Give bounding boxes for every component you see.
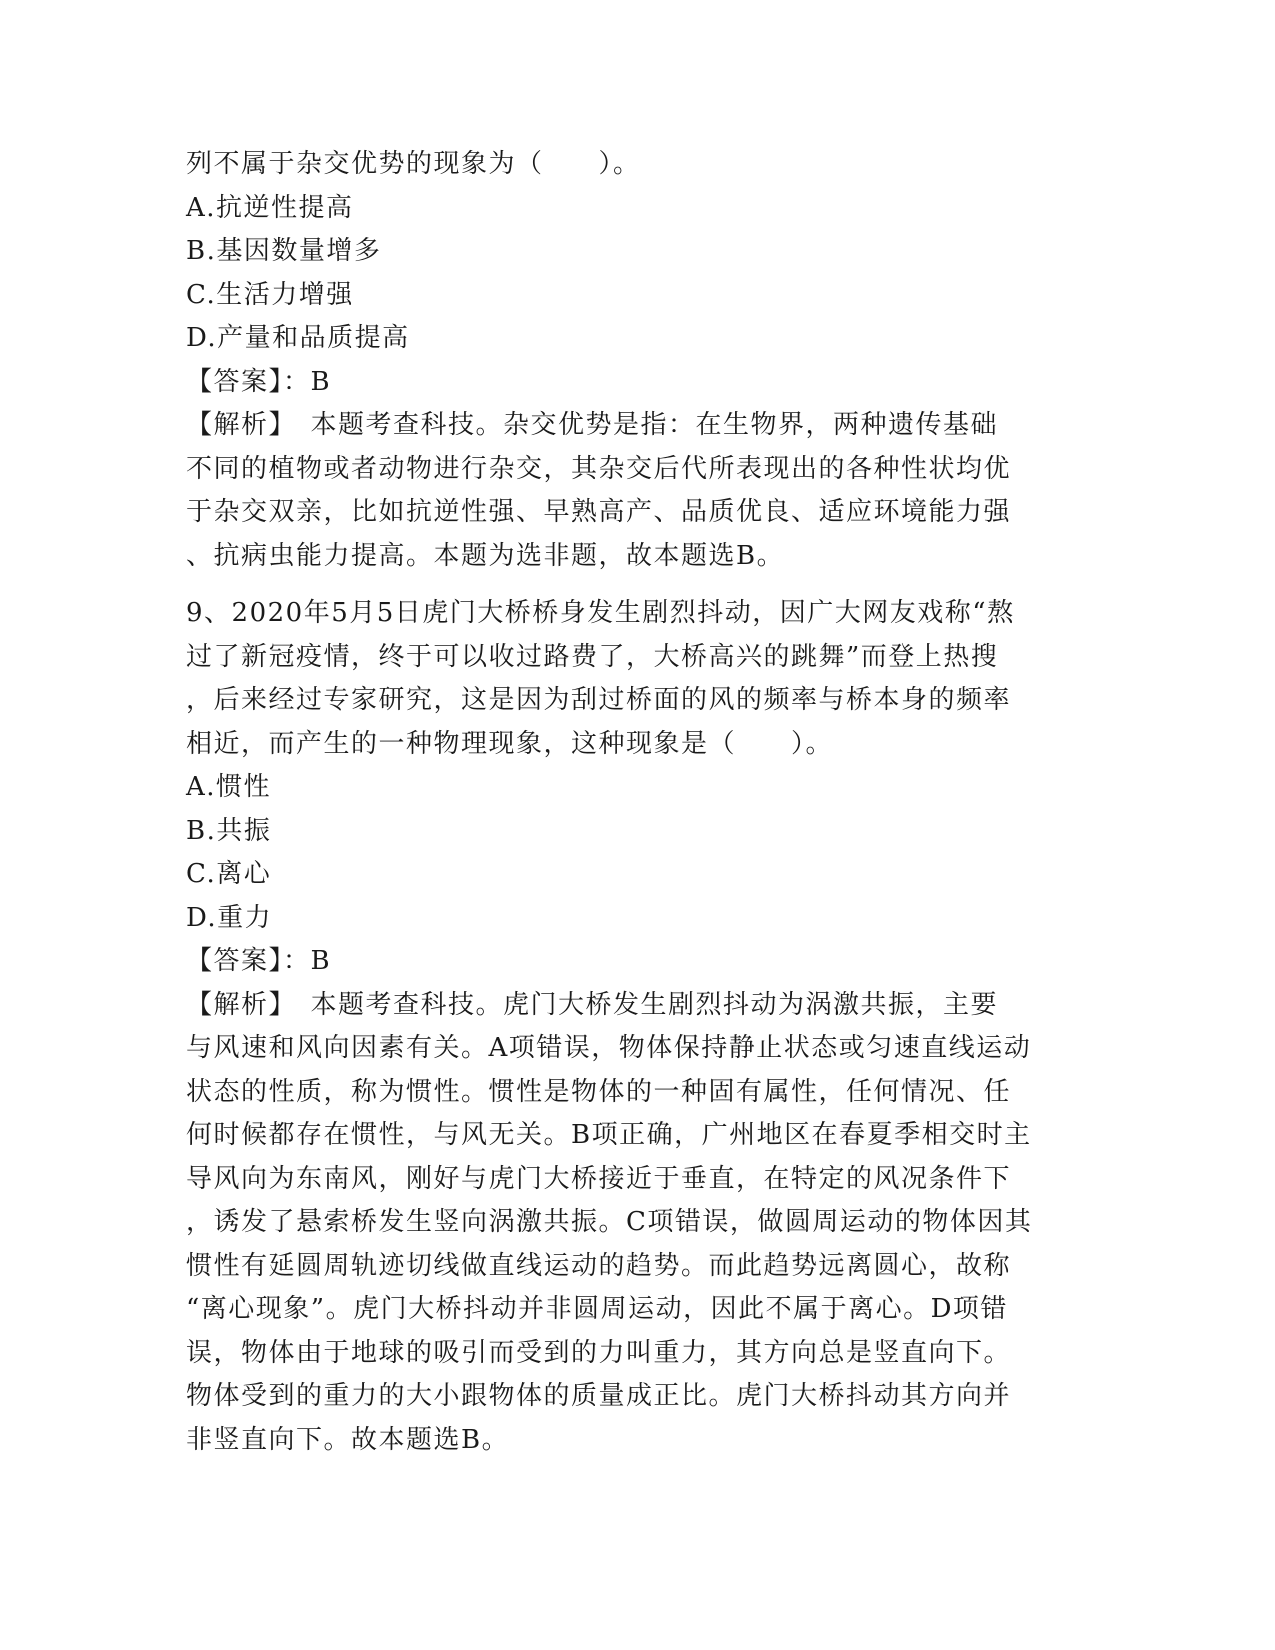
analysis-line: 状态的性质，称为惯性。惯性是物体的一种固有属性，任何情况、任	[186, 1076, 1012, 1107]
analysis-line: ，诱发了悬索桥发生竖向涡激共振。C项错误，做圆周运动的物体因其	[186, 1207, 1033, 1237]
question-stem-line: ，后来经过专家研究，这是因为刮过桥面的风的频率与桥本身的频率	[186, 685, 1012, 715]
option-a: A.抗逆性提高	[186, 192, 354, 223]
option-c: C.生活力增强	[186, 279, 354, 310]
analysis-line: 与风速和风向因素有关。A项错误，物体保持静止状态或匀速直线运动	[186, 1033, 1032, 1063]
question-stem-line: 9、2020年5月5日虎门大桥桥身发生剧烈抖动，因广大网友戏称“熬	[186, 598, 1015, 628]
question-8	[186, 143, 1086, 578]
question-spacer	[186, 578, 1086, 592]
answer: 【答案】：B	[186, 366, 332, 397]
analysis-line: 于杂交双亲，比如抗逆性强、早熟高产、品质优良、适应环境能力强	[186, 497, 1012, 527]
question-stem-line: 相近，而产生的一种物理现象，这种现象是（ ）。	[186, 728, 834, 759]
analysis-line: 不同的植物或者动物进行杂交，其杂交后代所表现出的各种性状均优	[186, 453, 1012, 484]
question-stem-line: 过了新冠疫情，终于可以收过路费了，大桥高兴的跳舞”而登上热搜	[186, 641, 999, 672]
option-b: B.基因数量增多	[186, 236, 382, 266]
analysis-line: 物体受到的重力的大小跟物体的质量成正比。虎门大桥抖动其方向并	[186, 1381, 1012, 1411]
analysis-line: “离心现象”。虎门大桥抖动并非圆周运动，因此不属于离心。D项错	[186, 1294, 1008, 1324]
option-d: D.产量和品质提高	[186, 323, 410, 353]
document-page	[186, 143, 1086, 1462]
analysis-line: 误，物体由于地球的吸引而受到的力叫重力，其方向总是竖直向下。	[186, 1337, 1012, 1368]
question-9	[186, 592, 1086, 1462]
question-stem: 列不属于杂交优势的现象为（ ）。	[186, 149, 641, 179]
option-c: C.离心	[186, 859, 272, 889]
analysis-line: 导风向为东南风，刚好与虎门大桥接近于垂直，在特定的风况条件下	[186, 1163, 1012, 1194]
analysis-line: 、抗病虫能力提高。本题为选非题，故本题选B。	[186, 540, 785, 571]
answer: 【答案】：B	[186, 946, 332, 976]
option-a: A.惯性	[186, 772, 272, 802]
analysis-line: 非竖直向下。故本题选B。	[186, 1424, 510, 1455]
option-d: D.重力	[186, 902, 273, 933]
analysis-line: 【解析】 本题考查科技。虎门大桥发生剧烈抖动为涡激共振，主要	[186, 989, 999, 1020]
analysis-line: 何时候都存在惯性，与风无关。B项正确，广州地区在春夏季相交时主	[186, 1120, 1032, 1150]
analysis-line: 惯性有延圆周轨迹切线做直线运动的趋势。而此趋势远离圆心，故称	[186, 1250, 1012, 1281]
option-b: B.共振	[186, 815, 272, 846]
analysis-line: 【解析】 本题考查科技。杂交优势是指：在生物界，两种遗传基础	[186, 410, 999, 440]
